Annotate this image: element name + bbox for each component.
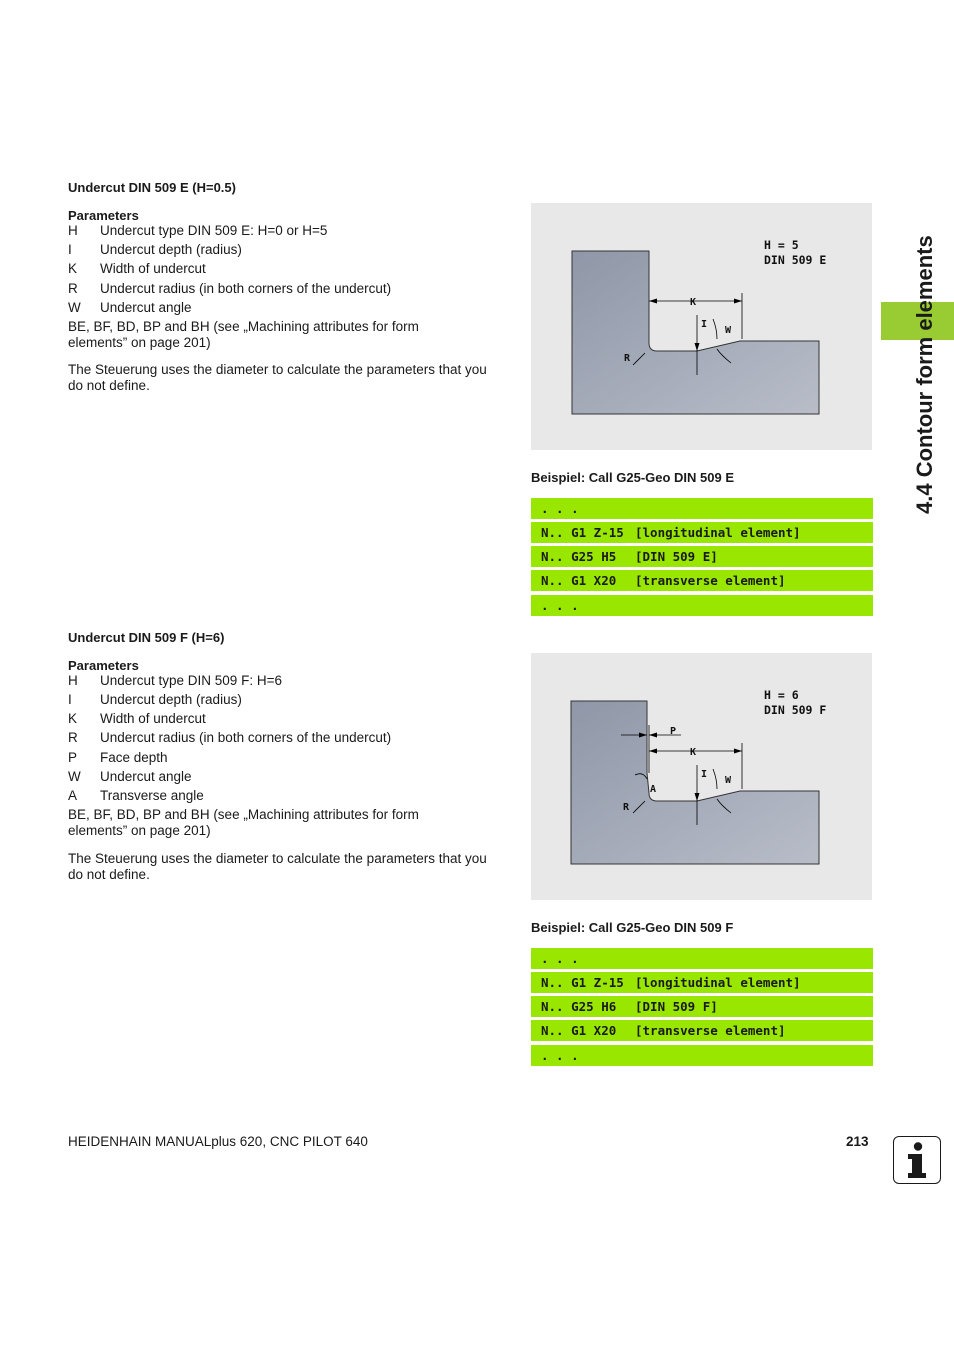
code-block: . . .: [541, 951, 579, 966]
section-f-params-heading: Parameters: [68, 658, 139, 673]
param-key: A: [68, 788, 78, 803]
figure-f-label-k: K: [690, 747, 697, 758]
workpiece-profile: [572, 251, 819, 414]
code-block: . . .: [541, 1048, 579, 1063]
info-icon: [893, 1136, 941, 1184]
code-block: . . .: [541, 501, 579, 516]
section-e-note-line2: do not define.: [68, 378, 150, 393]
code-block: N.. G1 X20: [541, 573, 617, 588]
section-f-attrs-line1: BE, BF, BD, BP and BH (see „Machining attributes for form: [68, 807, 419, 822]
code-line: [531, 996, 873, 1017]
param-row: [68, 673, 282, 689]
code-comment: [longitudinal element]: [635, 525, 801, 540]
param-desc: Face depth: [100, 750, 168, 765]
footer-manual-title: HEIDENHAIN MANUALplus 620, CNC PILOT 640: [68, 1134, 368, 1149]
section-e-note-line1: The Steuerung uses the diameter to calculate the parameters that you: [68, 362, 487, 377]
section-e-attrs-line2: elements” on page 201): [68, 335, 211, 350]
figure-e-label-r: R: [624, 353, 631, 364]
section-f-note-line1: The Steuerung uses the diameter to calculate the parameters that you: [68, 851, 487, 866]
figure-e-label-i: I: [701, 319, 708, 330]
param-desc: Undercut radius (in both corners of the undercut): [100, 281, 392, 296]
param-desc: Undercut depth (radius): [100, 692, 242, 707]
param-key: K: [68, 261, 78, 276]
section-e-heading: Undercut DIN 509 E (H=0.5): [68, 180, 236, 195]
code-comment: [longitudinal element]: [635, 975, 801, 990]
figure-f-label-r: R: [623, 802, 630, 813]
code-block: N.. G25 H5: [541, 549, 617, 564]
code-block: N.. G1 Z-15: [541, 975, 624, 990]
param-key: I: [68, 242, 72, 257]
section-e-params-heading: Parameters: [68, 208, 139, 223]
code-line: [531, 948, 873, 969]
param-row: [68, 769, 192, 785]
section-f-attrs-line2: elements” on page 201): [68, 823, 211, 838]
code-comment: [DIN 509 E]: [635, 549, 718, 564]
figure-f-label-i: I: [701, 769, 708, 780]
figure-e-drawing: [531, 203, 872, 450]
code-line: [531, 972, 873, 993]
param-desc: Transverse angle: [100, 788, 204, 803]
code-line: [531, 570, 873, 591]
param-key: K: [68, 711, 78, 726]
figure-e-label-k: K: [690, 297, 697, 308]
param-desc: Undercut radius (in both corners of the undercut): [100, 730, 392, 745]
figure-e-label-h: H = 5: [764, 238, 799, 252]
code-line: [531, 498, 873, 519]
code-comment: [DIN 509 F]: [635, 999, 718, 1014]
code-block: N.. G25 H6: [541, 999, 617, 1014]
param-key: H: [68, 673, 78, 688]
figure-din-509-e: [531, 203, 872, 450]
param-desc: Width of undercut: [100, 711, 206, 726]
param-key: W: [68, 300, 81, 315]
figure-f-label-p: P: [670, 726, 677, 737]
code-comment: [transverse element]: [635, 1023, 786, 1038]
param-row: [68, 281, 391, 297]
code-line: [531, 546, 873, 567]
workpiece-profile: [571, 701, 819, 864]
code-block: . . .: [541, 598, 579, 613]
param-desc: Width of undercut: [100, 261, 206, 276]
section-f-heading: Undercut DIN 509 F (H=6): [68, 630, 225, 645]
figure-f-label-din: DIN 509 F: [764, 703, 827, 717]
param-row: [68, 750, 168, 766]
figure-din-509-f: [531, 653, 872, 900]
figure-f-label-a: A: [650, 784, 657, 795]
param-row: [68, 788, 204, 804]
section-f-caption: Beispiel: Call G25-Geo DIN 509 F: [531, 920, 734, 935]
figure-e-label-w: W: [725, 325, 732, 336]
section-e-attrs-line1: BE, BF, BD, BP and BH (see „Machining attributes for form: [68, 319, 419, 334]
page-number: 213: [846, 1134, 869, 1149]
code-line: [531, 522, 873, 543]
section-e-caption: Beispiel: Call G25-Geo DIN 509 E: [531, 470, 735, 485]
code-line: [531, 595, 873, 616]
param-key: W: [68, 769, 81, 784]
code-block: N.. G1 Z-15: [541, 525, 624, 540]
param-desc: Undercut angle: [100, 769, 192, 784]
param-key: R: [68, 281, 78, 296]
param-key: R: [68, 730, 78, 745]
code-line: [531, 1020, 873, 1041]
param-key: I: [68, 692, 72, 707]
param-row: [68, 711, 206, 727]
param-row: [68, 300, 192, 316]
code-line: [531, 1045, 873, 1066]
figure-f-drawing: [531, 653, 872, 900]
code-block: N.. G1 X20: [541, 1023, 617, 1038]
param-key: H: [68, 223, 78, 238]
figure-e-label-din: DIN 509 E: [764, 253, 827, 267]
param-row: [68, 692, 242, 708]
param-desc: Undercut depth (radius): [100, 242, 242, 257]
param-row: [68, 730, 391, 746]
param-desc: Undercut angle: [100, 300, 192, 315]
chapter-title: 4.4 Contour form elements: [912, 235, 937, 514]
param-row: [68, 223, 327, 239]
figure-f-label-w: W: [725, 775, 732, 786]
param-key: P: [68, 750, 78, 765]
param-row: [68, 261, 206, 277]
param-desc: Undercut type DIN 509 E: H=0 or H=5: [100, 223, 328, 238]
param-desc: Undercut type DIN 509 F: H=6: [100, 673, 282, 688]
figure-f-label-h: H = 6: [764, 688, 799, 702]
param-row: [68, 242, 242, 258]
code-comment: [transverse element]: [635, 573, 786, 588]
section-f-note-line2: do not define.: [68, 867, 150, 882]
